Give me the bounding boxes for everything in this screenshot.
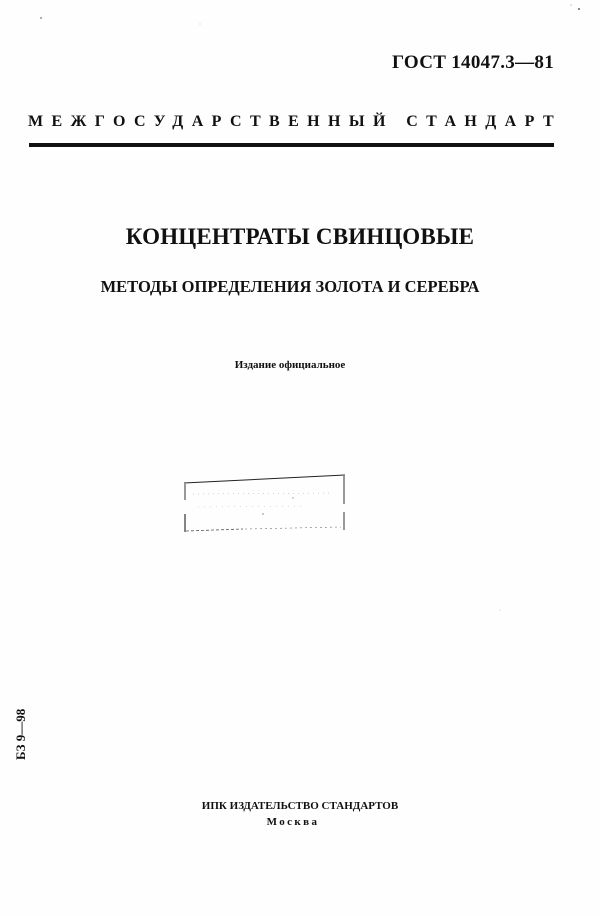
document-title: КОНЦЕНТРАТЫ СВИНЦОВЫЕ: [125, 224, 475, 249]
gost-number: ГОСТ 14047.3—81: [391, 52, 554, 73]
header-rule: [29, 143, 554, 147]
faint-stamp-box: [183, 474, 345, 532]
publisher-name: ИПК ИЗДАТЕЛЬСТВО СТАНДАРТОВ: [201, 800, 399, 812]
standard-type-heading: МЕЖГОСУДАРСТВЕННЫЙ СТАНДАРТ: [28, 113, 563, 130]
document-subtitle: МЕТОДЫ ОПРЕДЕЛЕНИЯ ЗОЛОТА И СЕРЕБРА: [100, 277, 480, 296]
edition-label: Издание официальное: [234, 359, 346, 371]
side-code: БЗ 9—98: [13, 708, 28, 760]
publisher-city: Москва: [266, 816, 320, 828]
